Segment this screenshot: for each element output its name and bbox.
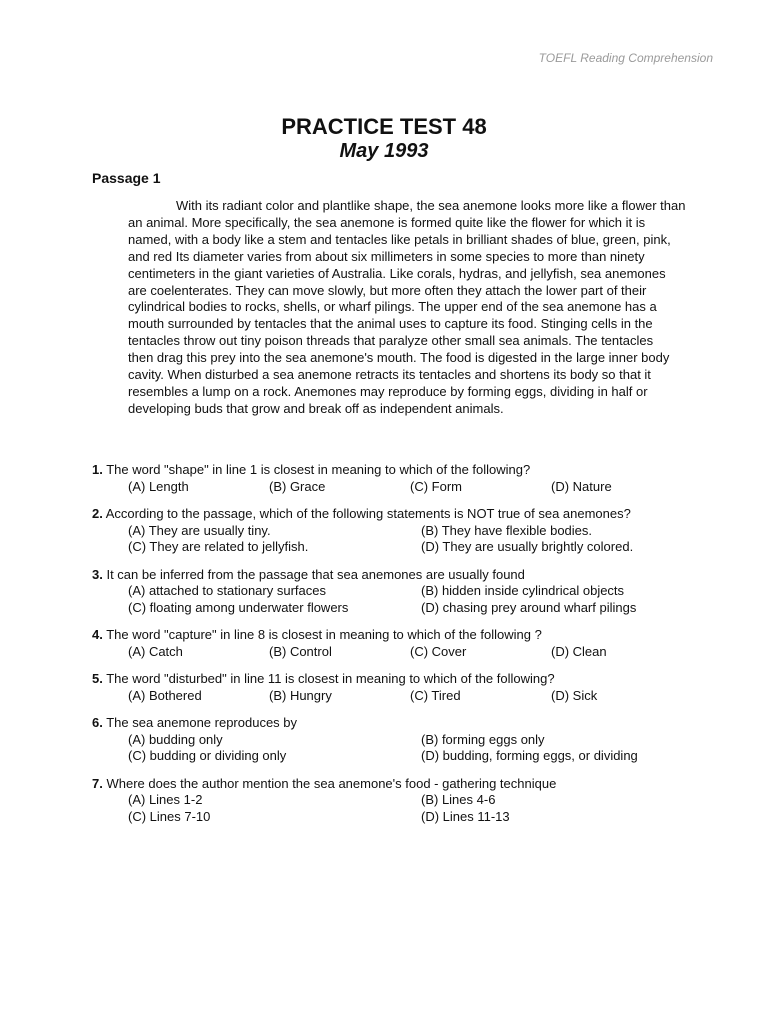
passage-line: an animal. More specifically, the sea anemone is formed quite like the flower for which it is bbox=[128, 214, 646, 230]
page-title: PRACTICE TEST 48 bbox=[281, 114, 487, 139]
question-text: Where does the author mention the sea anemone's food - gathering technique bbox=[106, 775, 557, 791]
answer-option: (C) Form bbox=[410, 478, 462, 494]
answer-options-row bbox=[92, 809, 692, 826]
question-stem bbox=[92, 506, 692, 523]
question-stem bbox=[92, 627, 692, 644]
answer-option: (A) They are usually tiny. bbox=[128, 522, 271, 538]
question-number: 3. bbox=[92, 566, 103, 582]
question-stem bbox=[92, 567, 692, 584]
answer-option: (A) budding only bbox=[128, 731, 223, 747]
answer-option: (D) They are usually brightly colored. bbox=[421, 539, 634, 554]
answer-option: (D) Clean bbox=[551, 643, 607, 659]
answer-option: (A) Bothered bbox=[128, 687, 202, 703]
answer-options-row bbox=[92, 792, 692, 809]
question-number: 6. bbox=[92, 715, 103, 730]
question-text: The sea anemone reproduces by bbox=[106, 715, 298, 730]
answer-option: (D) Sick bbox=[551, 687, 598, 703]
passage-line: tentacles throw out tiny poison threads that paralyze other small sea animals. The tentacles bbox=[128, 333, 654, 349]
answer-options-row bbox=[92, 523, 692, 540]
answer-option: (C) Cover bbox=[410, 643, 467, 659]
answer-option: (C) Tired bbox=[410, 687, 461, 703]
question-text: The word "disturbed" in line 11 is closest in meaning to which of the following? bbox=[106, 671, 555, 686]
question-number: 4. bbox=[92, 627, 103, 642]
question-5 bbox=[92, 671, 692, 704]
answer-option: (A) attached to stationary surfaces bbox=[128, 583, 326, 598]
question-number: 5. bbox=[92, 671, 103, 686]
passage-line: and red Its diameter varies from about six millimeters in some species to more than ninety bbox=[128, 248, 645, 264]
answer-options bbox=[92, 688, 692, 705]
question-text: The word "shape" in line 1 is closest in meaning to which of the following? bbox=[106, 462, 531, 477]
answer-option: (D) Lines 11-13 bbox=[421, 808, 510, 824]
question-text: It can be inferred from the passage that sea anemones are usually found bbox=[106, 566, 525, 582]
question-1 bbox=[92, 462, 692, 495]
answer-option: (C) They are related to jellyfish. bbox=[128, 539, 309, 554]
passage-line: cavity. When disturbed a sea anemone retracts its tentacles and shortens its body so that it bbox=[128, 367, 651, 383]
question-list bbox=[92, 462, 692, 836]
answer-option: (B) Control bbox=[269, 643, 332, 659]
answer-option: (A) Catch bbox=[128, 643, 183, 659]
passage-line: With its radiant color and plantlike shape, the sea anemone looks more like a flower than bbox=[176, 198, 686, 213]
answer-options-row bbox=[92, 748, 692, 765]
answer-options-row bbox=[92, 600, 692, 617]
question-4 bbox=[92, 627, 692, 660]
question-number: 7. bbox=[92, 775, 103, 791]
answer-option: (B) Hungry bbox=[269, 687, 332, 703]
answer-option: (D) budding, forming eggs, or dividing bbox=[421, 748, 638, 763]
question-2 bbox=[92, 506, 692, 556]
question-stem bbox=[92, 671, 692, 688]
question-number: 2. bbox=[92, 506, 103, 521]
passage-line: named, with a body like a stem and tentacles like petals in brilliant shades of blue, green, pink, bbox=[128, 231, 671, 247]
passage-line: resembles a lump on a rock. Anemones may reproduce by forming eggs, dividing in half or bbox=[128, 383, 648, 399]
passage-line: centimeters in the giant varieties of Australia. Like corals, hydras, and jellyfish, sea anemones bbox=[128, 265, 666, 281]
answer-option: (D) chasing prey around wharf pilings bbox=[421, 599, 637, 615]
passage-line: mouth surrounded by tentacles that the animal uses to capture its food. Stinging cells in the bbox=[128, 316, 653, 332]
passage-label: Passage 1 bbox=[92, 170, 161, 186]
question-6 bbox=[92, 715, 692, 765]
question-stem bbox=[92, 462, 692, 479]
answer-options-row bbox=[92, 539, 692, 556]
answer-option: (A) Lines 1-2 bbox=[128, 792, 203, 807]
question-3 bbox=[92, 567, 692, 617]
question-text: According to the passage, which of the following statements is NOT true of sea anemones? bbox=[105, 506, 631, 521]
passage-line: developing buds that grow and break off as independent animals. bbox=[128, 400, 504, 416]
answer-option: (B) They have flexible bodies. bbox=[421, 522, 593, 538]
page-subtitle: May 1993 bbox=[339, 140, 429, 162]
question-7 bbox=[92, 776, 692, 826]
answer-options bbox=[92, 479, 692, 496]
answer-option: (D) Nature bbox=[551, 478, 612, 494]
answer-option: (B) hidden inside cylindrical objects bbox=[421, 583, 625, 598]
answer-options-row bbox=[92, 583, 692, 600]
answer-option: (C) floating among underwater flowers bbox=[128, 599, 349, 615]
answer-options-row bbox=[92, 732, 692, 749]
answer-option: (B) forming eggs only bbox=[421, 731, 545, 747]
answer-option: (C) Lines 7-10 bbox=[128, 808, 211, 824]
answer-option: (B) Grace bbox=[269, 478, 326, 494]
answer-option: (C) budding or dividing only bbox=[128, 748, 287, 763]
passage-text bbox=[128, 198, 686, 418]
answer-option: (A) Length bbox=[128, 478, 189, 494]
passage-line: are coelenterates. They can move slowly, but more often they attach the lower part of their bbox=[128, 282, 647, 298]
question-stem bbox=[92, 715, 692, 732]
question-number: 1. bbox=[92, 462, 103, 477]
answer-option: (B) Lines 4-6 bbox=[421, 792, 496, 807]
answer-options bbox=[92, 644, 692, 661]
passage-line: cylindrical bodies to rocks, shells, or wharf pilings. The upper end of the sea anemone has a bbox=[128, 299, 657, 315]
question-stem bbox=[92, 776, 692, 793]
question-text: The word "capture" in line 8 is closest in meaning to which of the following ? bbox=[106, 627, 542, 642]
header-note: TOEFL Reading Comprehension bbox=[538, 51, 713, 65]
passage-line: then drag this prey into the sea anemone's mouth. The food is digested in the large inner body bbox=[128, 350, 670, 366]
